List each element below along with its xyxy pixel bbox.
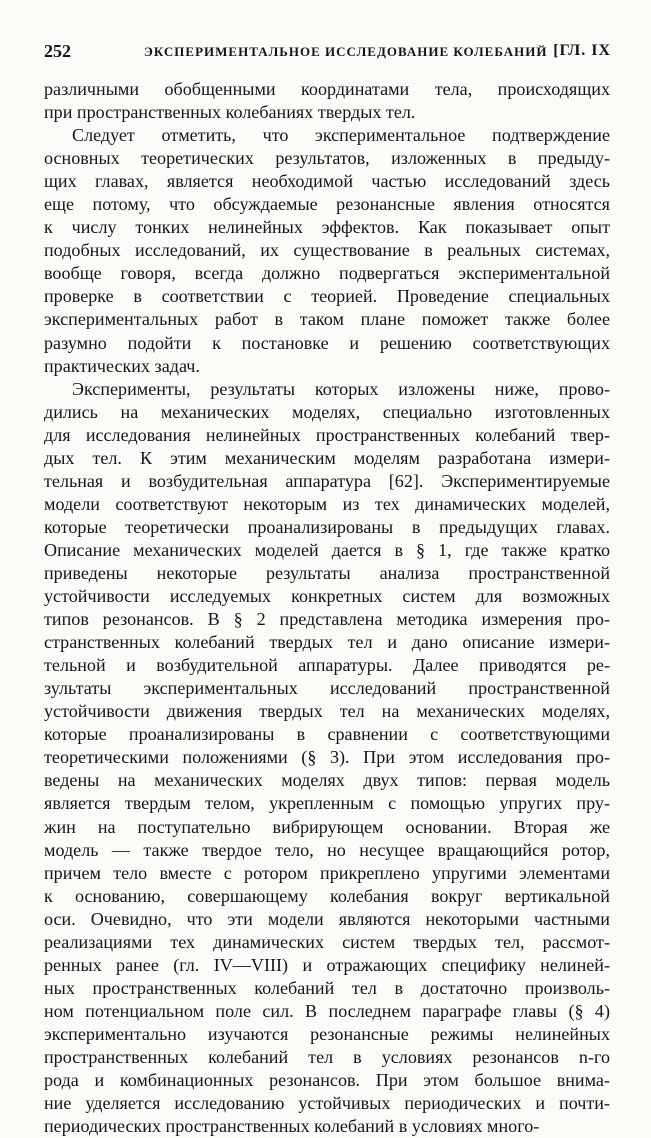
text-line: причем тело вместе с ротором прикреплено упругими элементами bbox=[44, 862, 610, 883]
text-line: щих главах, является необходимой частью исследований здесь bbox=[44, 171, 610, 192]
text-line: которые проанализированы в сравнении с соответствующими bbox=[44, 724, 610, 745]
text-line: ведены на механических моделях двух типов: первая модель bbox=[44, 770, 610, 791]
text-line: является твердым телом, укрепленным с помощью упругих пру- bbox=[44, 793, 610, 814]
page-header bbox=[44, 38, 611, 64]
text-line: вообще говоря, всегда должно подвергаться экспериментальной bbox=[44, 263, 610, 284]
text-line: ном потенциальном поле сил. В последнем параграфе главы (§ 4) bbox=[44, 1000, 610, 1021]
text-line: подобных исследований, их существование в реальных системах, bbox=[44, 240, 610, 261]
text-line: разумно подойти к постановке и решению соответствующих bbox=[44, 332, 610, 353]
text-line: экспериментальных работ в таком плане поможет также более bbox=[44, 309, 610, 330]
text-line: странственных колебаний твердых тел и дано описание измери- bbox=[44, 632, 610, 653]
text-line: практических задач. bbox=[44, 355, 200, 376]
text-line: ние уделяется исследованию устойчивых периодических и почти- bbox=[44, 1093, 610, 1114]
text-line: тельной и возбудительной аппаратуры. Далее приводятся ре- bbox=[44, 655, 610, 676]
running-title: ЭКСПЕРИМЕНТАЛЬНОЕ ИССЛЕДОВАНИЕ КОЛЕБАНИЙ bbox=[144, 44, 548, 59]
paragraph bbox=[44, 124, 610, 378]
text-line: устойчивости движения твердых тел на механических моделях, bbox=[44, 701, 610, 722]
text-line: Следует отметить, что экспериментальное подтверждение bbox=[72, 125, 610, 146]
text-line: при пространственных колебаниях твердых тел. bbox=[44, 102, 416, 123]
text-line: ренных ранее (гл. IV—VIII) и отражающих специфику нелиней- bbox=[44, 954, 610, 975]
text-line: основных теоретических результатов, изложенных в предыду- bbox=[44, 148, 610, 169]
text-line: реализациями тех динамических систем твердых тел, рассмот- bbox=[44, 931, 610, 952]
chapter-label: [ГЛ. IX bbox=[553, 42, 611, 59]
text-line: периодических пространственных колебаний в условиях много- bbox=[44, 1116, 540, 1137]
text-line: к числу тонких нелинейных эффектов. Как показывает опыт bbox=[44, 217, 610, 238]
text-line: зультаты экспериментальных исследований пространственной bbox=[44, 678, 610, 699]
text-line: жин на поступательно вибрирующем основании. Вторая же bbox=[44, 816, 610, 837]
paragraph bbox=[44, 378, 610, 1138]
text-line: теоретическими положениями (§ 3). При этом исследования про- bbox=[44, 747, 610, 768]
text-line: рода и комбинационных резонансов. При этом большое внима- bbox=[44, 1070, 610, 1091]
text-line: устойчивости исследуемых конкретных систем для возможных bbox=[44, 586, 610, 607]
text-line: модель — также твердое тело, но несущее вращающийся ротор, bbox=[44, 839, 610, 860]
body-text bbox=[44, 78, 610, 1138]
text-line: дились на механических моделях, специально изготовленных bbox=[44, 401, 610, 422]
text-line: различными обобщенными координатами тела, происходящих bbox=[44, 79, 610, 99]
text-line: приведены некоторые результаты анализа пространственной bbox=[44, 562, 610, 583]
paragraph bbox=[44, 78, 610, 124]
text-line: Эксперименты, результаты которых изложены ниже, прово- bbox=[72, 378, 610, 399]
text-line: типов резонансов. В § 2 представлена методика измерения про- bbox=[44, 609, 610, 630]
text-line: для исследования нелинейных пространственных колебаний твер- bbox=[44, 424, 610, 445]
text-line: оси. Очевидно, что эти модели являются некоторыми частными bbox=[44, 908, 610, 929]
text-line: модели соответствуют некоторым из тех динамических моделей, bbox=[44, 493, 610, 514]
text-line: Описание механических моделей дается в § 1, где также кратко bbox=[44, 539, 610, 560]
text-line: проверке в соответствии с теорией. Проведение специальных bbox=[44, 286, 610, 307]
text-line: ных пространственных колебаний тел в достаточно произволь- bbox=[44, 977, 610, 998]
text-line: которые теоретически проанализированы в предыдущих главах. bbox=[44, 516, 610, 537]
text-line: пространственных колебаний тел в условиях резонансов n-го bbox=[44, 1046, 610, 1067]
text-line: экспериментально изучаются резонансные режимы нелинейных bbox=[44, 1023, 610, 1044]
page-number: 252 bbox=[44, 41, 71, 61]
text-line: тельная и возбудительная аппаратура [62]. Экспериментируемые bbox=[44, 470, 610, 491]
text-line: дых тел. К этим механическим моделям разработана измери- bbox=[44, 447, 610, 468]
text-line: к основанию, совершающему колебания вокруг вертикальной bbox=[44, 885, 610, 906]
text-line: еще потому, что обсуждаемые резонансные явления относятся bbox=[44, 194, 610, 215]
